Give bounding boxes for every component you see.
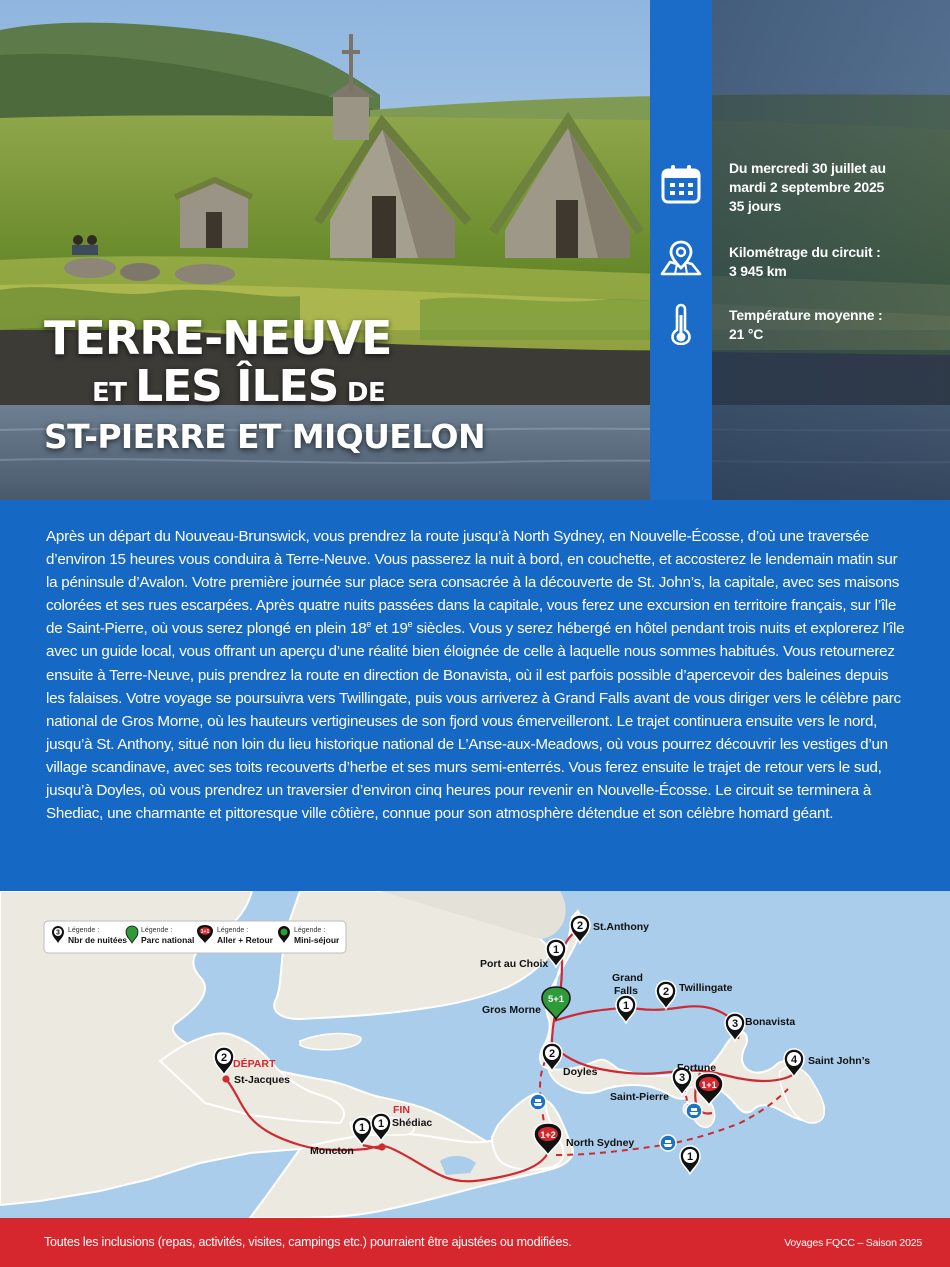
footer-disclaimer: Toutes les inclusions (repas, activités, visites, campings etc.) pourraient être ajustées ou modifiées. bbox=[44, 1235, 572, 1249]
marker-label: 4 bbox=[790, 1054, 798, 1066]
route-map bbox=[0, 891, 950, 1218]
marker-label: 1 bbox=[686, 1151, 694, 1163]
marker-ferry-night bbox=[680, 1146, 700, 1174]
place-north-sydney: North Sydney bbox=[566, 1137, 635, 1149]
legend-caption: Légende : bbox=[141, 927, 173, 934]
place-shediac: Shédiac bbox=[392, 1117, 433, 1129]
marker-grand-falls bbox=[616, 995, 636, 1023]
place-saint-pierre: Saint-Pierre bbox=[610, 1091, 669, 1103]
marker-label: 2 bbox=[548, 1048, 556, 1060]
marker-label: 2 bbox=[576, 920, 584, 932]
trip-description bbox=[46, 525, 906, 825]
description-part-1: Après un départ du Nouveau-Brunswick, vous prendrez la route jusqu’à North Sydney, en Nouvelle-Écosse, d’où une traversée d’environ 15 heures vous conduira à Terre-Neuve. Vous passerez la nuit à bord, en couchette, et accosterez le lendemain matin sur la péninsule d’Avalon. Votre première journée sur place sera consacrée à la découverte de St. John’s, la capitale, avec ses maisons colorées et ses rues escarpées. Après quatre nuits passées dans la capitale, vous ferez une excursion en territoire français, sur l’île de Saint-Pierre, où vous serez plongé en plein 18 bbox=[46, 528, 900, 638]
finish-label: FIN bbox=[393, 1104, 410, 1116]
place-bonavista: Bonavista bbox=[745, 1016, 796, 1028]
legend-park: Parc national bbox=[141, 935, 195, 945]
marker-label: 1 bbox=[552, 944, 560, 956]
place-port-au-choix: Port au Choix bbox=[480, 958, 549, 970]
title-line-2 bbox=[92, 361, 604, 416]
route-map-graphic bbox=[0, 891, 950, 1218]
trip-temperature bbox=[729, 306, 929, 344]
legend-caption: Légende : bbox=[294, 927, 326, 934]
map-legend bbox=[44, 921, 346, 953]
trip-distance bbox=[729, 243, 929, 281]
title-line-2-prefix: ET bbox=[92, 378, 136, 408]
legend-return: Aller + Retour bbox=[217, 935, 273, 945]
description-part-2: et 19 bbox=[371, 620, 408, 638]
distance-value: 3 945 km bbox=[729, 263, 787, 279]
land-anticosti bbox=[300, 1034, 361, 1050]
dates-line-1: Du mercredi 30 juillet au bbox=[729, 160, 886, 176]
title-line-2-main: LES ÎLES bbox=[135, 361, 339, 412]
title-line-1: TERRE-NEUVE bbox=[44, 311, 392, 365]
ferry-icon-saint-pierre bbox=[686, 1103, 702, 1119]
place-moncton: Moncton bbox=[310, 1145, 354, 1157]
description-part-3: siècles. Vous y serez hébergé en hôtel pendant trois nuits et explorerez l’île avec un guide local, vous offrant un aperçu d’une réalité bien éloignée de celle à laquelle nous sommes habitués. Vous retournerez ensuite à Terre-Neuve, puis prendrez la route en direction de Bonavista, où il est parfois possible d’apercevoir des baleines depuis les falaises. Votre voyage se poursuivra vers Twillingate, puis vous arriverez à Grand Falls avant de vous diriger vers le célèbre parc national de Gros Morne, où les hauteurs vertigineuses de son fjord vous émerveilleront. Le trajet continuera ensuite vers le nord, jusqu’à St. Anthony, situé non loin du lieu historique national de L’Anse-aux-Meadows, où vous pourrez découvrir les vestiges d’un village scandinave, avec ses toits recouverts d’herbe et ses murs semi-enterrés. Vous ferez ensuite le trajet de retour vers le sud, jusqu’à Doyles, où vous prendrez un traversier d’environ cinq heures pour revenir en Nouvelle-Écosse. Le circuit se terminera à Shediac, une charmante et pittoresque ville côtière, connue pour son atmosphère détendue et son célèbre homard géant. bbox=[46, 620, 905, 823]
temperature-value: 21 °C bbox=[729, 326, 764, 342]
title-line-3: ST-PIERRE ET MIQUELON bbox=[44, 417, 485, 456]
ordinal-suffix: e bbox=[366, 619, 372, 630]
depart-dot bbox=[222, 1075, 229, 1082]
place-st-johns: Saint John’s bbox=[808, 1055, 871, 1067]
marker-label: 1 bbox=[622, 1000, 630, 1012]
marker-label: 3 bbox=[678, 1072, 686, 1084]
land-avalon bbox=[779, 1067, 824, 1123]
distance-label: Kilométrage du circuit : bbox=[729, 244, 881, 260]
land-quebec-labrador bbox=[274, 891, 565, 1019]
title-line-2-suffix: DE bbox=[338, 378, 386, 408]
marker-twillingate bbox=[656, 981, 676, 1009]
legend-nights: Nbr de nuitées bbox=[68, 935, 128, 945]
marker-label: 2 bbox=[662, 986, 670, 998]
depart-label: DÉPART bbox=[233, 1058, 276, 1070]
legend-caption: Légende : bbox=[217, 927, 249, 934]
trip-duration: 35 jours bbox=[729, 198, 782, 214]
marker-label: 1+2 bbox=[540, 1130, 556, 1140]
page-title bbox=[44, 312, 604, 458]
place-grand-falls-line-1: Grand bbox=[612, 972, 643, 984]
hero-section bbox=[0, 0, 950, 500]
place-fortune: Fortune bbox=[677, 1062, 717, 1074]
ferry-icon-st-johns bbox=[660, 1135, 676, 1151]
place-doyles: Doyles bbox=[563, 1066, 598, 1078]
map-pin-icon bbox=[660, 238, 702, 280]
place-gros-morne: Gros Morne bbox=[482, 1004, 541, 1016]
place-st-jacques: St-Jacques bbox=[234, 1074, 291, 1086]
marker-label: 1+1 bbox=[701, 1080, 717, 1090]
trip-dates bbox=[729, 159, 929, 216]
dates-line-2: mardi 2 septembre 2025 bbox=[729, 179, 885, 195]
legend-mini-stay: Mini-séjour bbox=[294, 935, 340, 945]
page-footer bbox=[0, 1218, 950, 1267]
thermometer-icon bbox=[660, 303, 702, 345]
marker-label: 5+1 bbox=[547, 994, 565, 1005]
marker-label: 2 bbox=[220, 1052, 228, 1064]
place-st-anthony: St.Anthony bbox=[593, 921, 649, 933]
marker-label: 3 bbox=[731, 1018, 739, 1030]
footer-season: Voyages FQCC – Saison 2025 bbox=[784, 1237, 922, 1249]
description-section bbox=[0, 500, 950, 891]
ordinal-suffix: e bbox=[407, 619, 413, 630]
calendar-icon bbox=[660, 163, 702, 205]
legend-return-number: 1+1 bbox=[200, 929, 210, 935]
place-twillingate: Twillingate bbox=[679, 982, 733, 994]
temperature-label: Température moyenne : bbox=[729, 307, 883, 323]
marker-label: 1 bbox=[377, 1118, 385, 1130]
legend-nights-number: 3 bbox=[56, 929, 60, 937]
legend-caption: Légende : bbox=[68, 927, 100, 934]
place-grand-falls-line-2: Falls bbox=[614, 985, 638, 997]
ferry-icon-doyles bbox=[530, 1094, 546, 1110]
marker-label: 1 bbox=[358, 1122, 366, 1134]
finish-dot bbox=[378, 1143, 385, 1150]
